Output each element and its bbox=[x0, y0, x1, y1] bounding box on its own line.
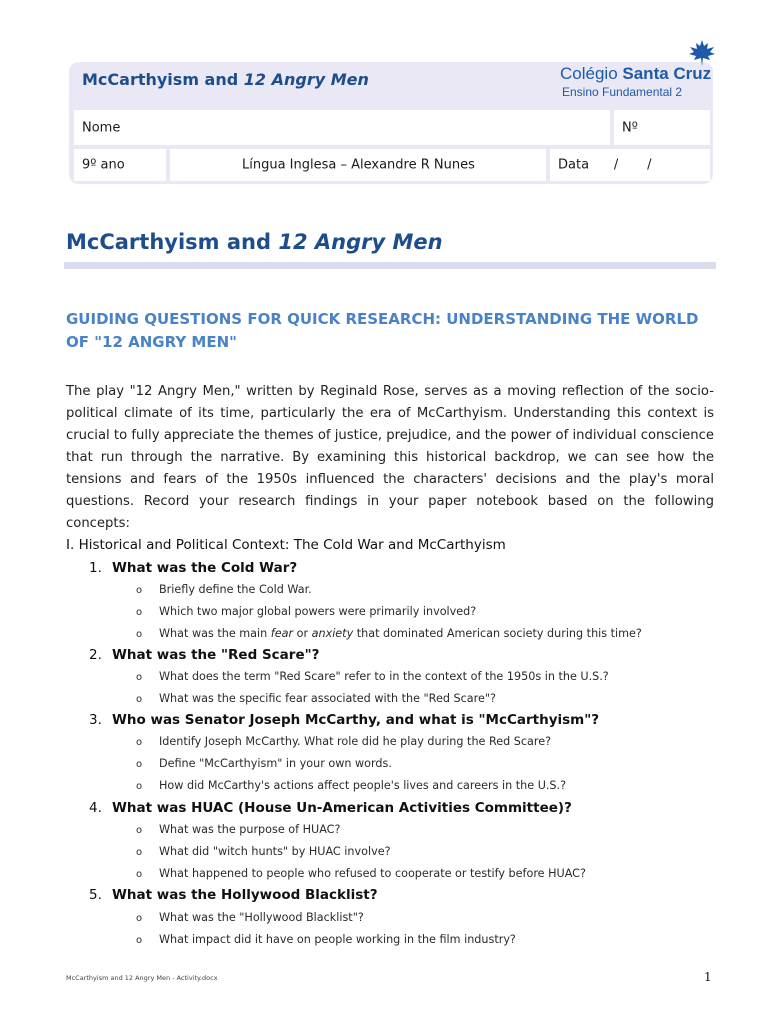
school-logo-name: Colégio Santa Cruz bbox=[560, 64, 712, 83]
header-title: McCarthyism and 12 Angry Men bbox=[82, 70, 369, 89]
section-subtitle: GUIDING QUESTIONS FOR QUICK RESEARCH: UNDERSTANDING THE WORLD OF "12 ANGRY MEN" bbox=[66, 310, 699, 351]
question-bullet: What happened to people who refused to cooperate or testify before HUAC? bbox=[159, 867, 586, 880]
question-bullet: Define "McCarthyism" in your own words. bbox=[159, 757, 392, 770]
question-title: What was the Hollywood Blacklist? bbox=[112, 887, 378, 903]
question-bullet: What was the specific fear associated with the "Red Scare"? bbox=[159, 692, 496, 705]
question-number: 4. bbox=[89, 800, 102, 816]
grade-cell: 9º ano bbox=[74, 149, 166, 181]
question-number: 5. bbox=[89, 887, 102, 903]
bullet-icon: o bbox=[136, 869, 143, 880]
bullet-icon: o bbox=[136, 825, 143, 836]
bullet-icon: o bbox=[136, 585, 143, 596]
bullet-icon: o bbox=[136, 935, 143, 946]
school-logo-subtitle: Ensino Fundamental 2 bbox=[562, 85, 683, 99]
page-number: 1 bbox=[704, 970, 712, 984]
bullet-icon: o bbox=[136, 672, 143, 683]
question-number: 3. bbox=[89, 712, 102, 728]
question-bullet: How did McCarthy's actions affect people's lives and careers in the U.S.? bbox=[159, 779, 567, 792]
question-title: What was the "Red Scare"? bbox=[112, 647, 320, 663]
numero-field[interactable]: Nº bbox=[614, 110, 710, 145]
date-field[interactable]: Data / / bbox=[550, 149, 710, 181]
page-title: McCarthyism and 12 Angry Men bbox=[66, 230, 443, 254]
question-number: 1. bbox=[89, 560, 102, 576]
bullet-icon: o bbox=[136, 913, 143, 924]
question-title: What was HUAC (House Un-American Activities Committee)? bbox=[112, 800, 572, 816]
maple-leaf-icon bbox=[688, 40, 716, 66]
title-divider bbox=[64, 262, 716, 269]
question-bullet: What was the "Hollywood Blacklist"? bbox=[159, 911, 364, 924]
bullet-icon: o bbox=[136, 847, 143, 858]
question-bullet: Briefly define the Cold War. bbox=[159, 583, 312, 596]
question-bullet: What impact did it have on people working in the film industry? bbox=[159, 933, 516, 946]
footer-filename: McCarthyism and 12 Angry Men - Activity.docx bbox=[66, 974, 218, 982]
bullet-icon: o bbox=[136, 737, 143, 748]
question-bullet: Which two major global powers were primarily involved? bbox=[159, 605, 477, 618]
bullet-icon: o bbox=[136, 629, 143, 640]
bullet-icon: o bbox=[136, 759, 143, 770]
bullet-icon: o bbox=[136, 781, 143, 792]
question-bullet: What was the main fear or anxiety that dominated American society during this time? bbox=[159, 627, 642, 640]
question-bullet: Identify Joseph McCarthy. What role did he play during the Red Scare? bbox=[159, 735, 552, 748]
question-bullet: What was the purpose of HUAC? bbox=[159, 823, 341, 836]
nome-field[interactable]: Nome bbox=[74, 110, 610, 145]
question-bullet: What did "witch hunts" by HUAC involve? bbox=[159, 845, 391, 858]
question-bullet: What does the term "Red Scare" refer to in the context of the 1950s in the U.S.? bbox=[159, 670, 609, 683]
subject-cell: Língua Inglesa – Alexandre R Nunes bbox=[170, 149, 546, 181]
bullet-icon: o bbox=[136, 694, 143, 705]
bullet-icon: o bbox=[136, 607, 143, 618]
question-title: Who was Senator Joseph McCarthy, and what is "McCarthyism"? bbox=[112, 712, 600, 728]
question-number: 2. bbox=[89, 647, 102, 663]
intro-paragraph: The play "12 Angry Men," written by Reginald Rose, serves as a moving reflection of the socio-political climate of its time, particularly the era of McCarthyism. Understanding this context is crucial to fully appreciate the themes of justice, prejudice, and the power of individual conscience that run through the narrative. By examining this historical backdrop, we can see how the tensions and fears of the 1950s influenced the characters' decisions and the play's moral questions. Record your research findings in your paper notebook based on the following concepts: bbox=[66, 384, 714, 531]
section-heading: I. Historical and Political Context: The Cold War and McCarthyism bbox=[66, 537, 506, 553]
question-title: What was the Cold War? bbox=[112, 560, 298, 576]
